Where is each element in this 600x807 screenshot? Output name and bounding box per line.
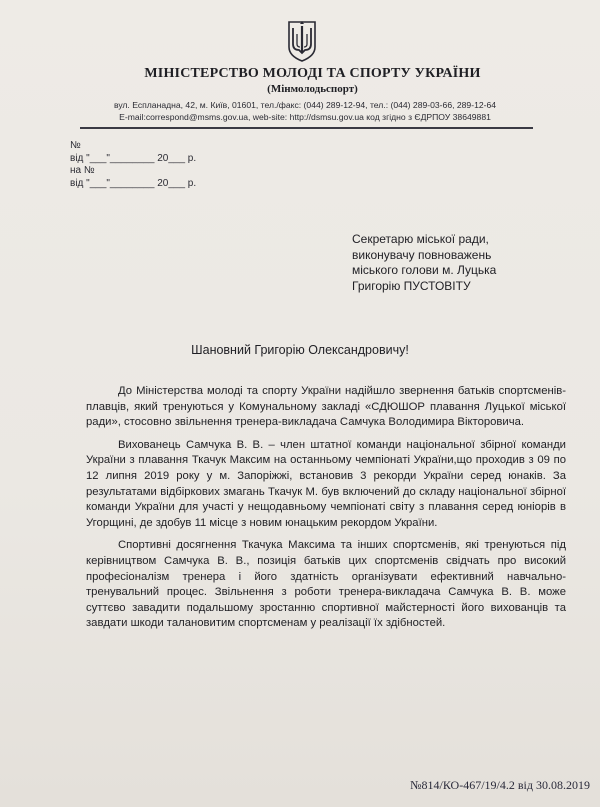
- header-divider: [80, 127, 533, 129]
- registration-number: №814/КО-467/19/4.2 від 30.08.2019: [410, 778, 590, 792]
- body-paragraph-1: До Міністерства молоді та спорту України надійшло звернення батьків спортсменів-плавців, який тренуються у Комунальному закладі «СДЮШОР плавання Луцької міської ради», стосовно звільнення тренера-викладача Самчука Володимира Вікторовича.: [86, 385, 566, 429]
- addressee-block: [352, 232, 582, 294]
- ref-number: №: [70, 140, 81, 151]
- outgoing-reference-block: [70, 140, 370, 190]
- addressee-line-2: виконувачу повноважень: [352, 247, 492, 262]
- addressee-name: Григорію ПУСТОВІТУ: [352, 278, 471, 293]
- ministry-name: МІНІСТЕРСТВО МОЛОДІ ТА СПОРТУ УКРАЇНИ: [144, 66, 481, 81]
- letter-body: [86, 384, 566, 639]
- salutation: Шановний Григорію Олександровичу!: [191, 343, 409, 357]
- ref-reply-date: від "___"________ 20___ р.: [70, 177, 197, 189]
- body-paragraph-2: Вихованець Самчука В. В. – член штатної команди національної збірної команди України з плавання Ткачук Максим на останньому чемпіонаті України,що проходив з 09 по 12 липня 2019 року у м. Запоріжжі, встановив 3 рекорди України серед юнаків. За результатами відбіркових змагань Ткачук М. був включений до складу національної збірної команди України для участі у нещодавньому чемпіонаті світу з плавання серед юніорів в Угорщині, де здобув 11 місце з новим юнацьким рекордом України.: [86, 438, 566, 529]
- ref-date: від "___"________ 20___ р.: [70, 152, 197, 164]
- trident-emblem-icon: [287, 20, 317, 62]
- ref-in-reply-to: на №: [70, 165, 95, 176]
- addressee-line-1: Секретарю міської ради,: [352, 232, 489, 246]
- address-line: вул. Еспланадна, 42, м. Київ, 01601, тел./факс: (044) 289-12-94, тел.: (044) 289-03-66, 289-12-64: [113, 100, 497, 110]
- body-paragraph-3: Спортивні досягнення Ткачука Максима та інших спортсменів, які тренуються під керівництвом Самчука В. В., позиція батьків цих спортсменів свідчать про високий професіоналізм тренера і його здатність організувати ефективний навчально-тренувальний процес. Звільнення з роботи тренера-викладача Самчука В. В. може суттєво завадити подальшому зростанню спортивної майстерності його вихованців та завдати шкоди талановитим спортсменам у реалізації їх здібностей.: [86, 539, 566, 630]
- web-line: E-mail:correspond@msms.gov.ua, web-site: http://dsmsu.gov.ua код згідно з ЄДРПОУ 38649881: [119, 112, 491, 122]
- addressee-line-3: міського голови м. Луцька: [352, 263, 497, 277]
- contact-block: [80, 99, 530, 123]
- ministry-short-name: (Мінмолодьспорт): [267, 83, 358, 95]
